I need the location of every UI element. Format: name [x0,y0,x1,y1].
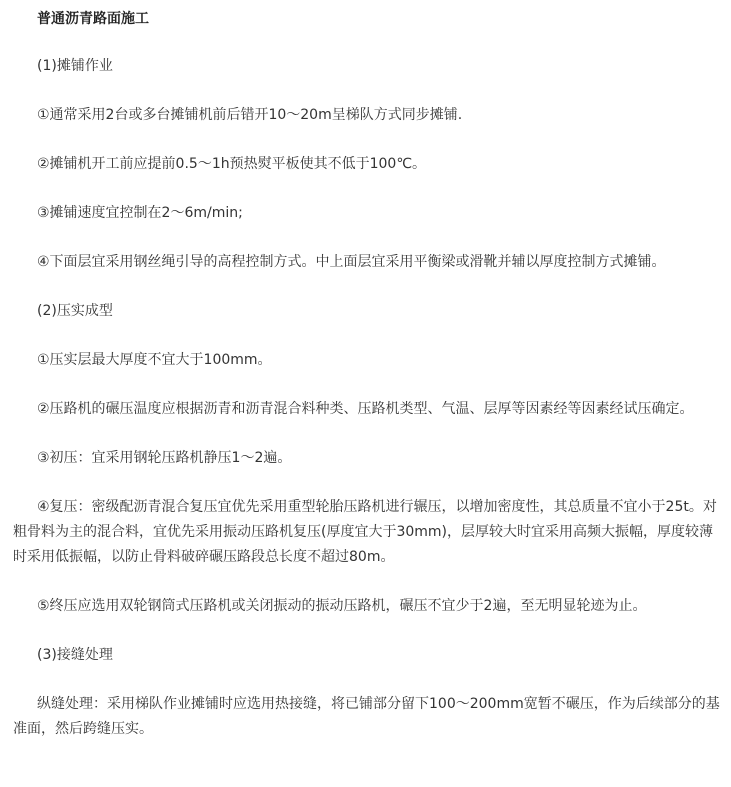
section-heading-paving: (1)摊铺作业 [37,58,113,74]
paving-item-1: ①通常采用2台或多台摊铺机前后错开10～20m呈梯队方式同步摊铺. [37,107,463,123]
compaction-item-1: ①压实层最大厚度不宜大于100mm。 [37,352,272,368]
compaction-item-2: ②压路机的碾压温度应根据沥青和沥青混合料种类、压路机类型、气温、层厚等因素经等因素经试压确定。 [37,401,694,417]
section-heading-joints: (3)接缝处理 [37,647,113,663]
paving-item-2: ②摊铺机开工前应提前0.5～1h预热熨平板使其不低于100℃。 [37,156,427,172]
section-heading-compaction: (2)压实成型 [37,303,113,319]
compaction-item-5: ⑤终压应选用双轮钢筒式压路机或关闭振动的振动压路机，碾压不宜少于2遍，至无明显轮迹为止。 [37,598,647,614]
joints-item-1: 纵缝处理：采用梯队作业摊铺时应选用热接缝，将已铺部分留下100～200mm宽暂不碾压，作为后续部分的基准面，然后跨缝压实。 [13,696,720,737]
compaction-item-4: ④复压：密级配沥青混合复压宜优先采用重型轮胎压路机进行辗压，以增加密度性，其总质量不宜小于25t。对粗骨料为主的混合料，宜优先采用振动压路机复压(厚度宜大于30mm)，层厚较大时宜采用高频大振幅，厚度较薄时采用低振幅，以防止骨料破碎碾压路段总长度不超过80m。 [13,499,717,565]
paving-item-4: ④下面层宜采用钢丝绳引导的高程控制方式。中上面层宜采用平衡梁或滑靴并辅以厚度控制方式摊铺。 [37,254,666,270]
compaction-item-3: ③初压：宜采用钢轮压路机静压1～2遍。 [37,450,292,466]
paving-item-3: ③摊铺速度宜控制在2～6m/min; [37,205,243,221]
article-title: 普通沥青路面施工 [37,11,149,27]
